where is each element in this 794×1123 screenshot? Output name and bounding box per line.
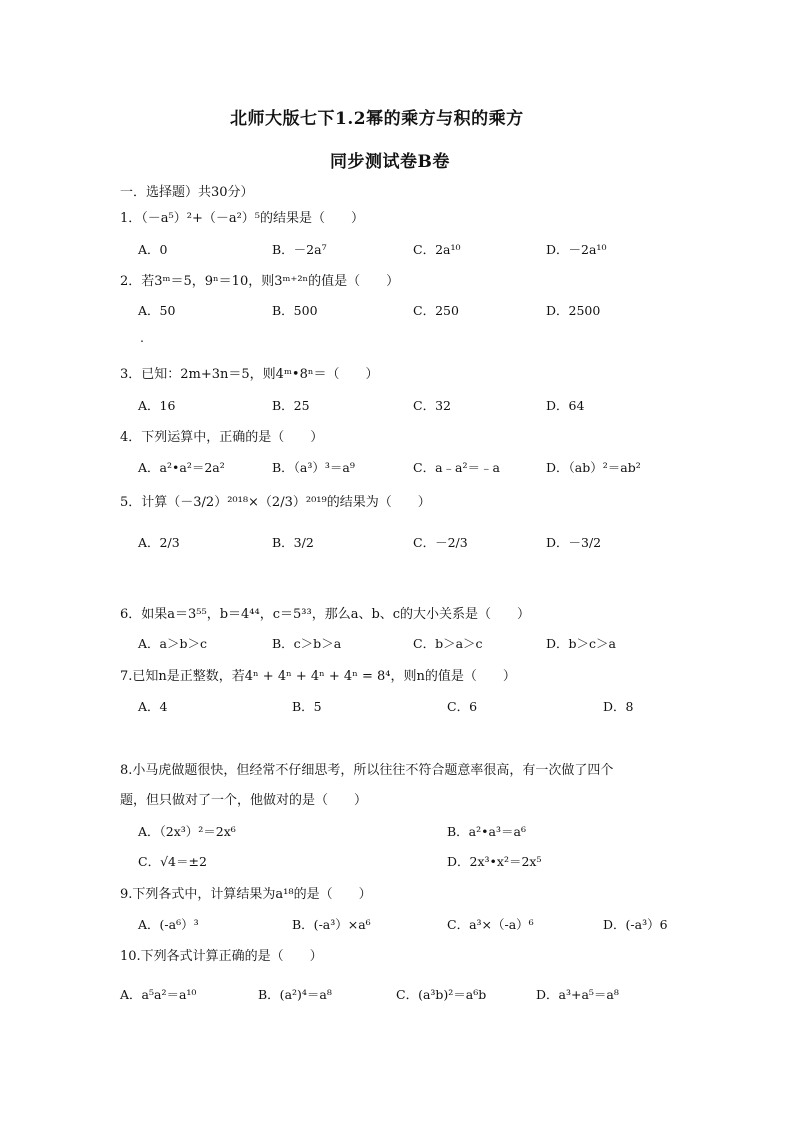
question-2-option-b: B．500 bbox=[272, 303, 318, 318]
question-2-option-d: D．2500 bbox=[546, 303, 601, 318]
question-9-option-c: C．a³×（-a）⁶ bbox=[447, 917, 534, 932]
question-7-option-a: A．4 bbox=[138, 699, 168, 714]
question-4-stem: 4．下列运算中，正确的是（ ） bbox=[120, 430, 324, 445]
section-heading: 一．选择题）共30分） bbox=[120, 185, 254, 200]
question-2-option-c: C．250 bbox=[413, 303, 459, 318]
question-8-option-c: C．√4＝±2 bbox=[138, 854, 207, 869]
question-10-option-b: B．(a²)⁴＝a⁸ bbox=[258, 987, 332, 1002]
question-1-option-d: D．－2a¹⁰ bbox=[546, 242, 607, 257]
question-8-option-a: A．（2x³）²＝2x⁶ bbox=[138, 824, 236, 839]
question-6-option-b: B．c＞b＞a bbox=[272, 636, 342, 651]
question-6-option-a: A．a＞b＞c bbox=[138, 636, 207, 651]
question-7-stem: 7.已知n是正整数，若4ⁿ + 4ⁿ + 4ⁿ + 4ⁿ = 8⁴，则n的值是（ ） bbox=[120, 669, 516, 684]
question-5-stem: 5．计算（－3/2）²⁰¹⁸×（2/3）²⁰¹⁹的结果为（ ） bbox=[120, 495, 431, 510]
question-3-option-a: A．16 bbox=[138, 398, 176, 413]
question-1-option-b: B．－2a⁷ bbox=[272, 242, 327, 257]
question-10-stem: 10.下列各式计算正确的是（ ） bbox=[120, 949, 323, 964]
question-1-stem: 1．（－a⁵）²+（－a²）⁵的结果是（ ） bbox=[120, 211, 365, 226]
question-3-option-d: D．64 bbox=[546, 398, 585, 413]
question-4-option-c: C．a﹣a²＝﹣a bbox=[413, 460, 500, 475]
question-3-option-b: B．25 bbox=[272, 398, 310, 413]
question-10-option-d: D．a³+a⁵＝a⁸ bbox=[536, 987, 619, 1002]
question-9-option-a: A．(-a⁶）³ bbox=[138, 917, 199, 932]
question-9-option-b: B．(-a³）×a⁶ bbox=[292, 917, 371, 932]
question-5-option-b: B．3/2 bbox=[272, 535, 314, 550]
question-6-option-d: D．b＞c＞a bbox=[546, 636, 616, 651]
page-title-line1: 北师大版七下1.2幂的乘方与积的乘方 bbox=[230, 109, 524, 129]
question-5-option-d: D．－3/2 bbox=[546, 535, 602, 550]
question-3-stem: 3．已知：2m+3n＝5，则4ᵐ•8ⁿ＝（ ） bbox=[120, 367, 379, 382]
stray-dot: . bbox=[140, 330, 144, 345]
question-8-option-d: D．2x³•x²＝2x⁵ bbox=[447, 854, 542, 869]
question-6-option-c: C．b＞a＞c bbox=[413, 636, 483, 651]
page-title-line2: 同步测试卷B卷 bbox=[330, 152, 450, 172]
question-4-option-a: A．a²•a²＝2a² bbox=[138, 460, 225, 475]
question-3-option-c: C．32 bbox=[413, 398, 451, 413]
question-2-option-a: A．50 bbox=[138, 303, 176, 318]
question-8-stem-line1: 8.小马虎做题很快，但经常不仔细思考，所以往往不符合题意率很高，有一次做了四个 bbox=[120, 763, 614, 778]
question-7-option-d: D．8 bbox=[603, 699, 634, 714]
question-8-option-b: B．a²•a³＝a⁶ bbox=[447, 824, 526, 839]
question-4-option-d: D．（ab）²＝ab² bbox=[546, 460, 641, 475]
question-4-option-b: B．（a³）³＝a⁹ bbox=[272, 460, 355, 475]
question-9-option-d: D．(-a³）6 bbox=[603, 917, 668, 932]
question-5-option-a: A．2/3 bbox=[138, 535, 180, 550]
question-10-option-c: C．(a³b)²＝a⁶b bbox=[396, 987, 487, 1002]
question-10-option-a: A．a⁵a²＝a¹⁰ bbox=[120, 987, 197, 1002]
question-9-stem: 9.下列各式中，计算结果为a¹⁸的是（ ） bbox=[120, 887, 372, 902]
question-5-option-c: C．－2/3 bbox=[413, 535, 468, 550]
question-1-option-c: C．2a¹⁰ bbox=[413, 242, 461, 257]
question-2-stem: 2．若3ᵐ＝5，9ⁿ＝10，则3ᵐ⁺²ⁿ的值是（ ） bbox=[120, 274, 400, 289]
question-8-stem-line2: 题，但只做对了一个，他做对的是（ ） bbox=[120, 793, 368, 808]
question-7-option-b: B．5 bbox=[292, 699, 322, 714]
question-7-option-c: C．6 bbox=[447, 699, 478, 714]
question-6-stem: 6．如果a＝3⁵⁵，b＝4⁴⁴，c＝5³³，那么a、b、c的大小关系是（ ） bbox=[120, 607, 531, 622]
question-1-option-a: A．0 bbox=[138, 242, 168, 257]
